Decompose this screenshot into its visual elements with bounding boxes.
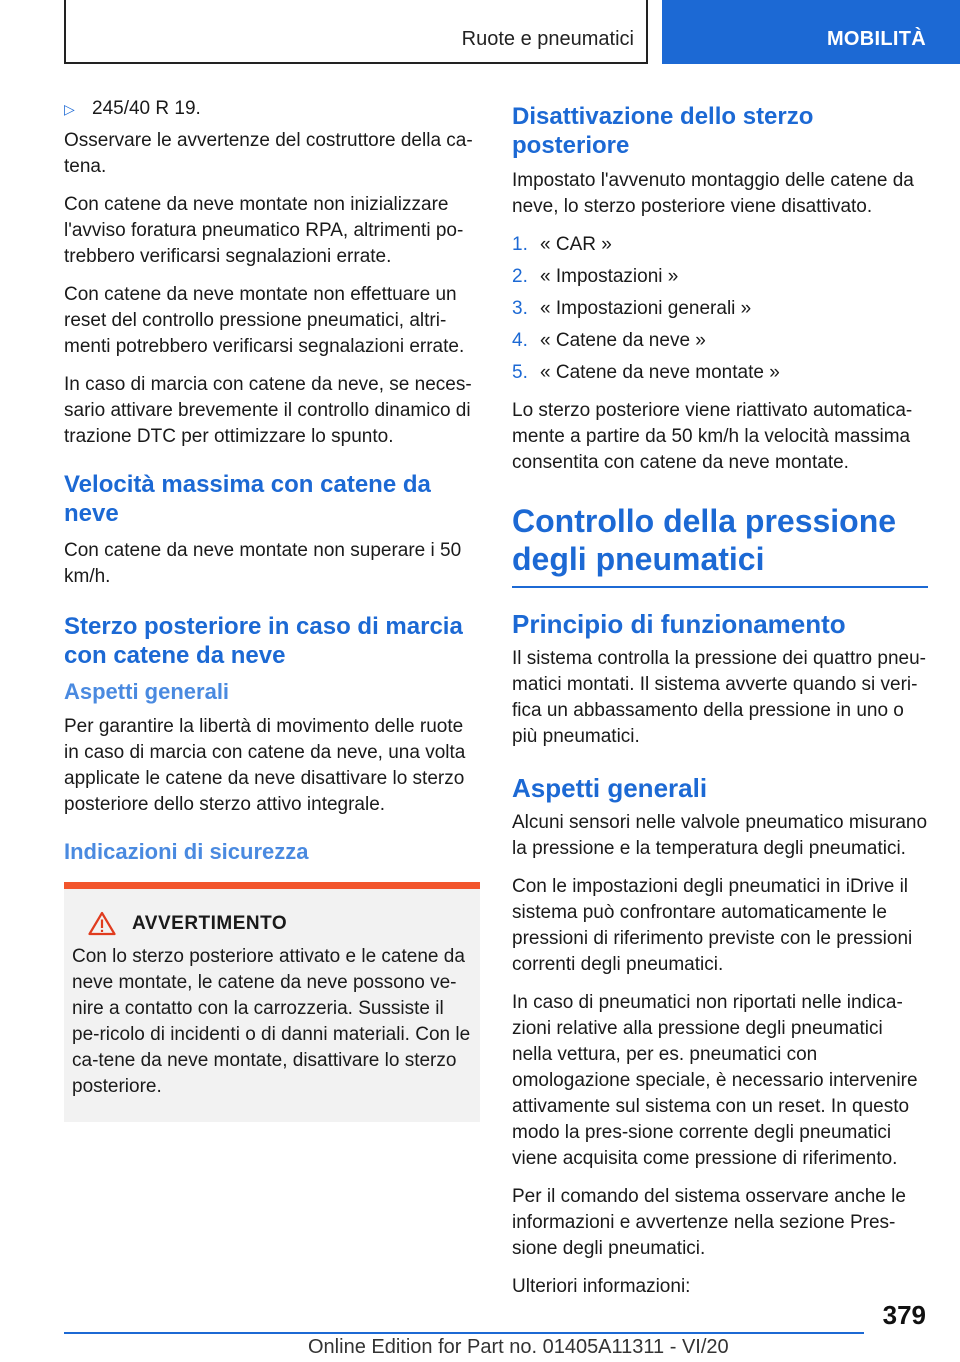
paragraph: Il sistema controlla la pressione dei quattro pneu-matici montati. Il sistema avverte quando si veri-fica un abbassamento della pressione in uno o più pneumatici. — [512, 648, 927, 747]
paragraph: In caso di marcia con catene da neve, se neces-sario attivare brevemente il controllo dinamico di trazione DTC per ottimizzare lo spunto. — [64, 374, 472, 447]
step-number: 2. — [512, 266, 528, 287]
step-number: 1. — [512, 234, 528, 255]
heading-rear-steering-snow-chains: Sterzo posteriore in caso di marcia con catene da neve — [64, 613, 463, 669]
step-text: « CAR » — [540, 234, 612, 255]
right-column — [512, 96, 928, 1312]
bullet-text: 245/40 R 19. — [92, 98, 201, 119]
paragraph: Con catene da neve montate non inizializzare l'avviso foratura pneumatico RPA, altrimenti po-trebbero verificarsi segnalazioni errate. — [64, 194, 464, 267]
paragraph: Con catene da neve montate non superare i 50 km/h. — [64, 540, 462, 587]
paragraph: Con catene da neve montate non effettuare un reset del controllo pressione pneumatici, altri-menti potrebbero verificarsi segnalazioni errate. — [64, 284, 465, 357]
steps-list — [512, 232, 928, 386]
heading-tire-pressure-control: Controllo della pressione degli pneumatici — [512, 502, 928, 588]
warning-text: Con lo sterzo posteriore attivato e le catene da neve montate, le catene da neve possono ve-nire a contatto con la carrozzeria. Sussiste il pe-ricolo di incidenti o di danni materiali. Con le ca-tene da neve montate, disattivare lo sterzo posteriore. — [72, 946, 471, 1097]
paragraph: Impostato l'avvenuto montaggio delle catene da neve, lo sterzo posteriore viene disattivato. — [512, 170, 914, 217]
paragraph: Per garantire la libertà di movimento delle ruote in caso di marcia con catene da neve, una volta applicate le catene da neve disattivare lo sterzo posteriore dello sterzo attivo integrale. — [64, 716, 466, 815]
list-item — [64, 96, 480, 122]
step-text: « Catene da neve montate » — [540, 362, 780, 383]
paragraph: Alcuni sensori nelle valvole pneumatico misurano la pressione e la temperatura degli pneumatici. — [512, 812, 928, 859]
paragraph: Ulteriori informazioni: — [512, 1276, 691, 1297]
list-item — [512, 328, 928, 354]
heading-disable-rear-steering: Disattivazione dello sterzo posteriore — [512, 103, 814, 159]
step-text: « Catene da neve » — [540, 330, 706, 351]
list-item — [512, 232, 928, 258]
step-number: 5. — [512, 362, 528, 383]
warning-triangle-icon — [72, 911, 132, 936]
warning-box — [64, 889, 480, 1122]
header-section-box — [64, 0, 648, 64]
warning-title: AVVERTIMENTO — [132, 912, 288, 934]
footer-edition: Online Edition for Part no. 01405A11311 - VI/20 — [308, 1336, 729, 1358]
header-section-title: Ruote e pneumatici — [461, 28, 634, 50]
paragraph: Con le impostazioni degli pneumatici in iDrive il sistema può confrontare automaticamente le pressioni di riferimento previste con le pressioni correnti degli pneumatici. — [512, 876, 913, 975]
heading-operating-principle: Principio di funzionamento — [512, 609, 846, 639]
footer-rule — [64, 1332, 864, 1334]
paragraph: Per il comando del sistema osservare anche le informazioni e avvertenze nella sezione Pres-sione degli pneumatici. — [512, 1186, 906, 1259]
paragraph: In caso di pneumatici non riportati nelle indica-zioni relative alla pressione degli pneumatici nella vettura, per es. pneumatici con omologazione speciale, è necessario intervenire attivamente sul sistema con un reset. In questo modo la pres-sione corrente degli pneumatici viene acquisita come pressione di riferimento. — [512, 992, 918, 1169]
heading-max-speed: Velocità massima con catene da neve — [64, 471, 431, 527]
warning-header — [72, 911, 472, 936]
step-text: « Impostazioni generali » — [540, 298, 752, 319]
step-number: 3. — [512, 298, 528, 319]
header-chapter-title: MOBILITÀ — [826, 28, 926, 50]
list-item — [512, 264, 928, 290]
left-column — [64, 96, 480, 1122]
triangle-bullet-icon: ▷ — [64, 101, 75, 117]
list-item — [512, 296, 928, 322]
list-item — [512, 360, 928, 386]
paragraph: Osservare le avvertenze del costruttore della ca-tena. — [64, 130, 473, 177]
step-number: 4. — [512, 330, 528, 351]
header-chapter-tab — [662, 0, 960, 64]
heading-general-aspects: Aspetti generali — [64, 679, 230, 704]
paragraph: Lo sterzo posteriore viene riattivato automatica-mente a partire da 50 km/h la velocità massima consentita con catene da neve montate. — [512, 400, 913, 473]
page-number: 379 — [882, 1300, 926, 1330]
step-text: « Impostazioni » — [540, 266, 679, 287]
warning-bar — [64, 882, 480, 889]
heading-safety-notes: Indicazioni di sicurezza — [64, 839, 309, 864]
heading-general-aspects: Aspetti generali — [512, 773, 708, 803]
